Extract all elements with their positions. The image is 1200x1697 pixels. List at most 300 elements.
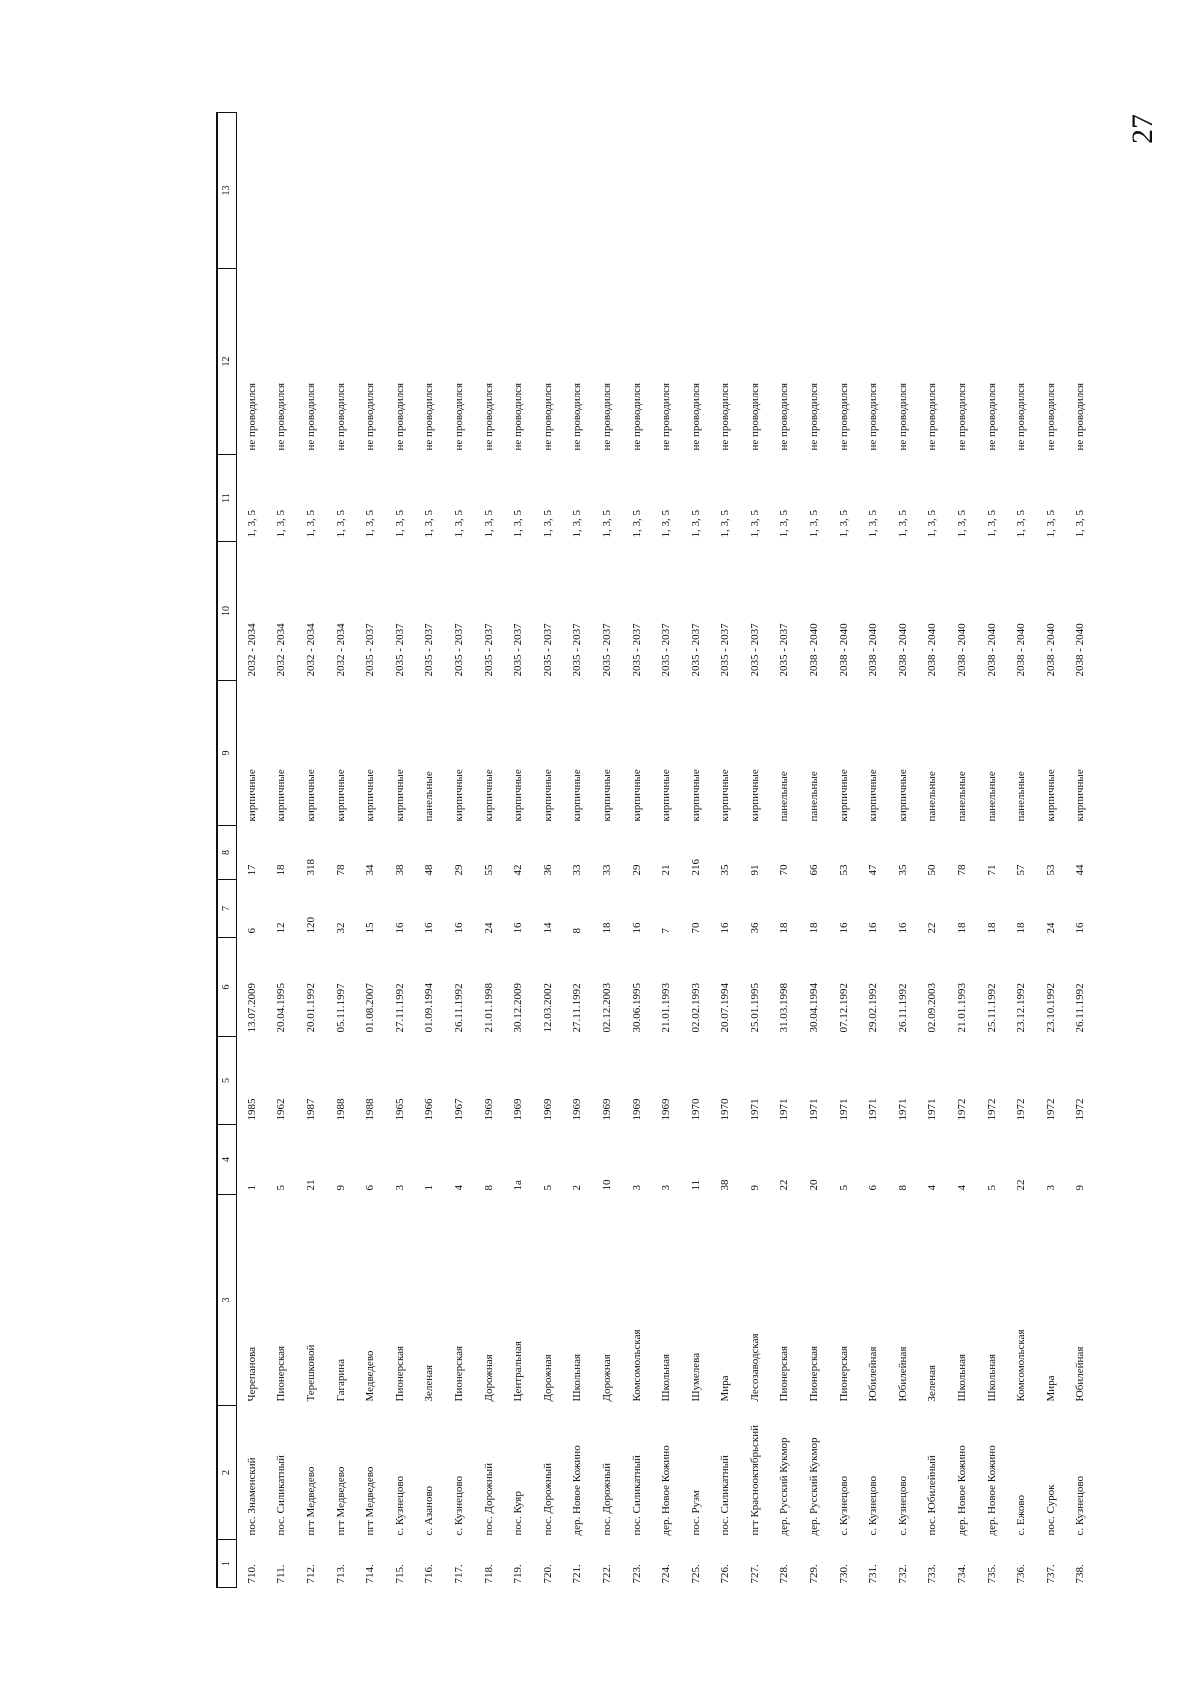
works-list-cell: 1, 3, 5	[778, 510, 791, 538]
date-cell: 29.02.1992	[867, 983, 880, 1033]
status-cell: не проводился	[571, 382, 584, 451]
date-cell: 20.04.1995	[275, 983, 288, 1033]
works-list-cell: 1, 3, 5	[1044, 510, 1057, 538]
row-number: 720.	[541, 1564, 554, 1584]
works-list-cell: 1, 3, 5	[245, 510, 258, 538]
table-row	[829, 113, 859, 1588]
street-cell: Пионерская	[275, 1345, 288, 1402]
note-cell	[563, 113, 593, 269]
house-number-cell: 4	[452, 1185, 465, 1191]
repair-period-cell: 2035 - 2037	[482, 623, 495, 677]
note-cell	[799, 113, 829, 269]
wall-material-cell: панельные	[778, 771, 791, 822]
row-number: 716.	[423, 1564, 436, 1584]
build-year-cell: 1966	[423, 1098, 436, 1121]
count-cell-2: 48	[423, 864, 436, 876]
note-cell	[533, 113, 563, 269]
street-cell: Медведево	[364, 1350, 377, 1402]
wall-material-cell: кирпичные	[245, 769, 258, 822]
repair-period-cell: 2032 - 2034	[275, 623, 288, 677]
repair-period-cell: 2038 - 2040	[985, 623, 998, 677]
count-cell-2: 42	[512, 864, 525, 876]
house-number-cell: 5	[837, 1185, 850, 1191]
locality-cell: дер. Новое Кожино	[571, 1445, 584, 1536]
count-cell-2: 44	[1074, 864, 1087, 876]
wall-material-cell: кирпичные	[304, 769, 317, 822]
row-number: 727.	[748, 1564, 761, 1584]
works-list-cell: 1, 3, 5	[808, 510, 821, 538]
status-cell: не проводился	[1074, 382, 1087, 451]
row-number: 731.	[867, 1564, 880, 1584]
table-row	[296, 113, 326, 1588]
count-cell: 16	[1074, 922, 1087, 934]
date-cell: 07.12.1992	[837, 983, 850, 1033]
build-year-cell: 1972	[1074, 1098, 1087, 1121]
house-number-cell: 6	[364, 1185, 377, 1191]
count-cell: 70	[689, 922, 702, 934]
row-number: 710.	[245, 1564, 258, 1584]
table-row	[947, 113, 977, 1588]
works-list-cell: 1, 3, 5	[660, 510, 673, 538]
date-cell: 01.08.2007	[364, 983, 377, 1033]
locality-cell: пос. Дорожный	[482, 1462, 495, 1536]
row-number: 724.	[660, 1564, 673, 1584]
repair-period-cell: 2038 - 2040	[956, 623, 969, 677]
build-year-cell: 1970	[719, 1098, 732, 1121]
row-number: 714.	[364, 1564, 377, 1584]
rotated-table-area	[216, 113, 1200, 1588]
count-cell-2: 318	[304, 859, 317, 876]
house-number-cell: 1	[423, 1185, 436, 1191]
count-cell-2: 53	[837, 864, 850, 876]
street-cell: Гагарина	[334, 1358, 347, 1402]
repair-period-cell: 2035 - 2037	[423, 623, 436, 677]
column-number-5: 5	[216, 1037, 237, 1125]
wall-material-cell: кирпичные	[364, 769, 377, 822]
row-number: 722.	[600, 1564, 613, 1584]
table-row	[1036, 113, 1066, 1588]
count-cell: 16	[719, 922, 732, 934]
wall-material-cell: кирпичные	[896, 769, 909, 822]
house-number-cell: 8	[896, 1185, 909, 1191]
row-number: 738.	[1074, 1564, 1087, 1584]
count-cell: 18	[1015, 922, 1028, 934]
works-list-cell: 1, 3, 5	[541, 510, 554, 538]
works-list-cell: 1, 3, 5	[334, 510, 347, 538]
house-number-cell: 22	[778, 1179, 791, 1191]
wall-material-cell: кирпичные	[1044, 769, 1057, 822]
repair-period-cell: 2038 - 2040	[1044, 623, 1057, 677]
house-number-cell: 4	[956, 1185, 969, 1191]
table-row	[651, 113, 681, 1588]
street-cell: Юбилейная	[1074, 1346, 1087, 1402]
row-number: 729.	[808, 1564, 821, 1584]
build-year-cell: 1969	[512, 1098, 525, 1121]
works-list-cell: 1, 3, 5	[926, 510, 939, 538]
wall-material-cell: панельные	[956, 771, 969, 822]
count-cell-2: 35	[719, 864, 732, 876]
works-list-cell: 1, 3, 5	[512, 510, 525, 538]
street-cell: Центральная	[512, 1341, 525, 1402]
date-cell: 02.02.1993	[689, 983, 702, 1033]
works-list-cell: 1, 3, 5	[452, 510, 465, 538]
build-year-cell: 1971	[808, 1098, 821, 1121]
build-year-cell: 1965	[393, 1098, 406, 1121]
row-number: 732.	[896, 1564, 909, 1584]
row-number: 715.	[393, 1564, 406, 1584]
count-cell-2: 29	[630, 864, 643, 876]
house-number-cell: 6	[867, 1185, 880, 1191]
count-cell-2: 50	[926, 864, 939, 876]
locality-cell: пгт Медведево	[334, 1466, 347, 1536]
date-cell: 12.03.2002	[541, 983, 554, 1033]
row-number: 721.	[571, 1564, 584, 1584]
note-cell	[296, 113, 326, 269]
build-year-cell: 1969	[482, 1098, 495, 1121]
street-cell: Комсомольская	[630, 1329, 643, 1402]
wall-material-cell: кирпичные	[541, 769, 554, 822]
house-number-cell: 1	[245, 1185, 258, 1191]
note-cell	[237, 113, 267, 269]
note-cell	[622, 113, 652, 269]
row-number: 730.	[837, 1564, 850, 1584]
house-number-cell: 5	[985, 1185, 998, 1191]
page-number: 27	[1126, 114, 1159, 144]
count-cell-2: 35	[896, 864, 909, 876]
house-number-cell: 9	[1074, 1185, 1087, 1191]
date-cell: 02.12.2003	[600, 983, 613, 1033]
count-cell-2: 55	[482, 864, 495, 876]
status-cell: не проводился	[364, 382, 377, 451]
column-number-6: 6	[216, 938, 237, 1037]
wall-material-cell: кирпичные	[630, 769, 643, 822]
date-cell: 26.11.1992	[896, 983, 909, 1033]
repair-period-cell: 2038 - 2040	[1015, 623, 1028, 677]
wall-material-cell: кирпичные	[571, 769, 584, 822]
table-row	[474, 113, 504, 1588]
count-cell: 6	[245, 928, 258, 934]
count-cell-2: 78	[956, 864, 969, 876]
house-number-cell: 21	[304, 1179, 317, 1191]
date-cell: 30.12.2009	[512, 983, 525, 1033]
works-list-cell: 1, 3, 5	[689, 510, 702, 538]
count-cell-2: 17	[245, 864, 258, 876]
build-year-cell: 1969	[660, 1098, 673, 1121]
table-row	[858, 113, 888, 1588]
note-cell	[355, 113, 385, 269]
note-cell	[415, 113, 445, 269]
street-cell: Юбилейная	[867, 1346, 880, 1402]
house-number-cell: 9	[334, 1185, 347, 1191]
note-cell	[918, 113, 948, 269]
column-number-4: 4	[216, 1125, 237, 1195]
build-year-cell: 1969	[541, 1098, 554, 1121]
note-cell	[326, 113, 356, 269]
works-list-cell: 1, 3, 5	[837, 510, 850, 538]
repair-period-cell: 2035 - 2037	[512, 623, 525, 677]
wall-material-cell: кирпичные	[452, 769, 465, 822]
note-cell	[385, 113, 415, 269]
repair-period-cell: 2035 - 2037	[630, 623, 643, 677]
row-number: 725.	[689, 1564, 702, 1584]
wall-material-cell: кирпичные	[482, 769, 495, 822]
repair-period-cell: 2038 - 2040	[837, 623, 850, 677]
repair-period-cell: 2032 - 2034	[334, 623, 347, 677]
street-cell: Пионерская	[808, 1345, 821, 1402]
table-row	[1006, 113, 1036, 1588]
column-number-12: 12	[216, 269, 237, 455]
date-cell: 20.01.1992	[304, 983, 317, 1033]
column-number-7: 7	[216, 880, 237, 938]
count-cell: 7	[660, 928, 673, 934]
street-cell: Школьная	[956, 1353, 969, 1402]
works-list-cell: 1, 3, 5	[304, 510, 317, 538]
repair-period-cell: 2035 - 2037	[541, 623, 554, 677]
build-year-cell: 1971	[896, 1098, 909, 1121]
wall-material-cell: кирпичные	[334, 769, 347, 822]
locality-cell: дер. Новое Кожино	[660, 1445, 673, 1536]
column-number-9: 9	[216, 681, 237, 826]
note-cell	[651, 113, 681, 269]
count-cell: 18	[956, 922, 969, 934]
repair-period-cell: 2038 - 2040	[1074, 623, 1087, 677]
status-cell: не проводился	[541, 382, 554, 451]
wall-material-cell: панельные	[423, 771, 436, 822]
status-cell: не проводился	[1044, 382, 1057, 451]
row-number: 719.	[512, 1564, 525, 1584]
count-cell: 36	[748, 922, 761, 934]
wall-material-cell: кирпичные	[719, 769, 732, 822]
works-list-cell: 1, 3, 5	[630, 510, 643, 538]
date-cell: 27.11.1992	[393, 983, 406, 1033]
count-cell: 16	[512, 922, 525, 934]
housing-registry-table	[216, 112, 1095, 1588]
wall-material-cell: кирпичные	[1074, 769, 1087, 822]
repair-period-cell: 2035 - 2037	[364, 623, 377, 677]
date-cell: 23.12.1992	[1015, 983, 1028, 1033]
build-year-cell: 1971	[867, 1098, 880, 1121]
repair-period-cell: 2035 - 2037	[452, 623, 465, 677]
status-cell: не проводился	[482, 382, 495, 451]
street-cell: Шумелева	[689, 1352, 702, 1402]
table-row	[740, 113, 770, 1588]
date-cell: 21.01.1993	[660, 983, 673, 1033]
row-number: 718.	[482, 1564, 495, 1584]
count-cell-2: 57	[1015, 864, 1028, 876]
note-cell	[711, 113, 741, 269]
table-row	[355, 113, 385, 1588]
note-cell	[592, 113, 622, 269]
note-cell	[770, 113, 800, 269]
street-cell: Пионерская	[393, 1345, 406, 1402]
note-cell	[858, 113, 888, 269]
street-cell: Зеленая	[926, 1364, 939, 1402]
build-year-cell: 1969	[600, 1098, 613, 1121]
house-number-cell: 38	[719, 1179, 732, 1191]
row-number: 736.	[1015, 1564, 1028, 1584]
wall-material-cell: панельные	[985, 771, 998, 822]
note-cell	[1066, 113, 1096, 269]
repair-period-cell: 2035 - 2037	[748, 623, 761, 677]
status-cell: не проводился	[719, 382, 732, 451]
works-list-cell: 1, 3, 5	[985, 510, 998, 538]
status-cell: не проводился	[452, 382, 465, 451]
locality-cell: пос. Куяр	[512, 1491, 525, 1536]
note-cell	[1036, 113, 1066, 269]
status-cell: не проводился	[1015, 382, 1028, 451]
house-number-cell: 20	[808, 1179, 821, 1191]
table-row	[326, 113, 356, 1588]
locality-cell: с. Ежово	[1015, 1494, 1028, 1536]
date-cell: 13.07.2009	[245, 983, 258, 1033]
count-cell-2: 66	[808, 864, 821, 876]
table-row	[385, 113, 415, 1588]
repair-period-cell: 2038 - 2040	[896, 623, 909, 677]
table-row	[622, 113, 652, 1588]
status-cell: не проводился	[837, 382, 850, 451]
wall-material-cell: кирпичные	[689, 769, 702, 822]
locality-cell: с. Кузнецово	[1074, 1475, 1087, 1536]
count-cell-2: 38	[393, 864, 406, 876]
status-cell: не проводился	[660, 382, 673, 451]
house-number-cell: 9	[748, 1185, 761, 1191]
table-row	[444, 113, 474, 1588]
row-number: 711.	[275, 1564, 288, 1584]
status-cell: не проводился	[985, 382, 998, 451]
locality-cell: дер. Новое Кожино	[985, 1445, 998, 1536]
status-cell: не проводился	[867, 382, 880, 451]
house-number-cell: 5	[275, 1185, 288, 1191]
locality-cell: пос. Силикатный	[719, 1455, 732, 1536]
row-number: 728.	[778, 1564, 791, 1584]
street-cell: Школьная	[660, 1353, 673, 1402]
locality-cell: с. Кузнецово	[896, 1475, 909, 1536]
note-cell	[474, 113, 504, 269]
date-cell: 23.10.1992	[1044, 983, 1057, 1033]
table-row	[918, 113, 948, 1588]
row-number: 726.	[719, 1564, 732, 1584]
row-number: 717.	[452, 1564, 465, 1584]
street-cell: Пионерская	[837, 1345, 850, 1402]
table-row	[563, 113, 593, 1588]
count-cell: 18	[985, 922, 998, 934]
repair-period-cell: 2038 - 2040	[926, 623, 939, 677]
table-row	[533, 113, 563, 1588]
note-cell	[740, 113, 770, 269]
date-cell: 27.11.1992	[571, 983, 584, 1033]
house-number-cell: 3	[1044, 1185, 1057, 1191]
house-number-cell: 1а	[512, 1180, 525, 1191]
note-cell	[1006, 113, 1036, 269]
column-number-11: 11	[216, 455, 237, 542]
street-cell: Школьная	[571, 1353, 584, 1402]
count-cell: 22	[926, 922, 939, 934]
row-number: 737.	[1044, 1564, 1057, 1584]
street-cell: Черепанова	[245, 1346, 258, 1402]
status-cell: не проводился	[630, 382, 643, 451]
works-list-cell: 1, 3, 5	[1015, 510, 1028, 538]
build-year-cell: 1969	[571, 1098, 584, 1121]
note-cell	[888, 113, 918, 269]
house-number-cell: 11	[689, 1179, 702, 1191]
date-cell: 26.11.1992	[452, 983, 465, 1033]
count-cell: 18	[778, 922, 791, 934]
status-cell: не проводился	[956, 382, 969, 451]
date-cell: 25.11.1992	[985, 983, 998, 1033]
locality-cell: пгт Медведево	[304, 1466, 317, 1536]
count-cell: 16	[867, 922, 880, 934]
house-number-cell: 10	[600, 1179, 613, 1191]
house-number-cell: 2	[571, 1185, 584, 1191]
wall-material-cell: кирпичные	[512, 769, 525, 822]
wall-material-cell: кирпичные	[867, 769, 880, 822]
count-cell: 24	[482, 922, 495, 934]
count-cell: 24	[1044, 922, 1057, 934]
wall-material-cell: кирпичные	[393, 769, 406, 822]
works-list-cell: 1, 3, 5	[482, 510, 495, 538]
works-list-cell: 1, 3, 5	[896, 510, 909, 538]
build-year-cell: 1962	[275, 1098, 288, 1121]
works-list-cell: 1, 3, 5	[393, 510, 406, 538]
locality-cell: с. Кузнецово	[393, 1475, 406, 1536]
repair-period-cell: 2032 - 2034	[304, 623, 317, 677]
date-cell: 31.03.1998	[778, 983, 791, 1033]
date-cell: 21.01.1998	[482, 983, 495, 1033]
row-number: 733.	[926, 1564, 939, 1584]
locality-cell: пгт Краснооктябрьский	[748, 1425, 761, 1536]
repair-period-cell: 2035 - 2037	[719, 623, 732, 677]
build-year-cell: 1972	[985, 1098, 998, 1121]
column-number-2: 2	[216, 1406, 237, 1540]
locality-cell: с. Кузнецово	[867, 1475, 880, 1536]
count-cell-2: 29	[452, 864, 465, 876]
works-list-cell: 1, 3, 5	[867, 510, 880, 538]
repair-period-cell: 2038 - 2040	[808, 623, 821, 677]
wall-material-cell: кирпичные	[660, 769, 673, 822]
date-cell: 25.01.1995	[748, 983, 761, 1033]
repair-period-cell: 2035 - 2037	[660, 623, 673, 677]
build-year-cell: 1970	[689, 1098, 702, 1121]
status-cell: не проводился	[896, 382, 909, 451]
locality-cell: с. Азаново	[423, 1485, 436, 1536]
table-row	[267, 113, 297, 1588]
count-cell: 14	[541, 922, 554, 934]
table-row	[770, 113, 800, 1588]
street-cell: Лесозаводская	[748, 1333, 761, 1402]
count-cell-2: 33	[600, 864, 613, 876]
street-cell: Пионерская	[452, 1345, 465, 1402]
count-cell: 16	[452, 922, 465, 934]
street-cell: Мира	[719, 1375, 732, 1402]
count-cell-2: 34	[364, 864, 377, 876]
repair-period-cell: 2038 - 2040	[867, 623, 880, 677]
street-cell: Мира	[1044, 1375, 1057, 1402]
count-cell: 15	[364, 922, 377, 934]
table-row	[888, 113, 918, 1588]
row-number: 712.	[304, 1564, 317, 1584]
table-row	[592, 113, 622, 1588]
table-row	[681, 113, 711, 1588]
works-list-cell: 1, 3, 5	[956, 510, 969, 538]
count-cell-2: 78	[334, 864, 347, 876]
build-year-cell: 1987	[304, 1098, 317, 1121]
count-cell: 18	[808, 922, 821, 934]
build-year-cell: 1972	[1015, 1098, 1028, 1121]
status-cell: не проводился	[689, 382, 702, 451]
count-cell-2: 18	[275, 864, 288, 876]
house-number-cell: 4	[926, 1185, 939, 1191]
house-number-cell: 3	[660, 1185, 673, 1191]
